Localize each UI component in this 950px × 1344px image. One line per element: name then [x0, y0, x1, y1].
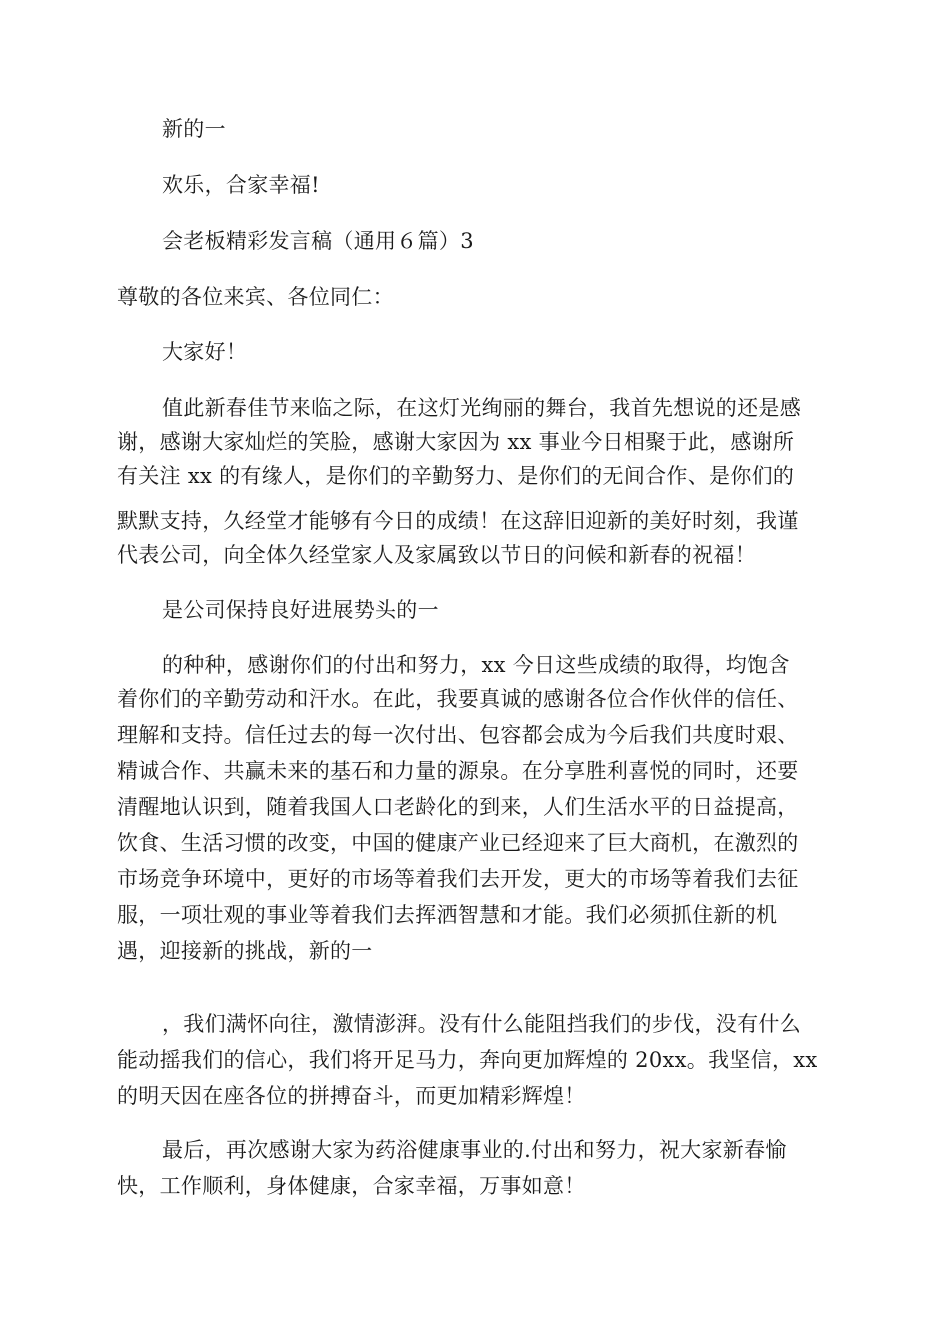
text-line: 谢，感谢大家灿烂的笑脸，感谢大家因为 xx 事业今日相聚于此，感谢所	[117, 430, 795, 454]
text-line: 的明天因在座各位的拼搏奋斗，而更加精彩辉煌！	[117, 1084, 586, 1108]
text-line: 理解和支持。信任过去的每一次付出、包容都会成为今后我们共度时艰、	[117, 723, 799, 747]
document-title: 会老板精彩发言稿（通用６篇）3	[162, 229, 474, 253]
text-line: 能动摇我们的信心，我们将开足马力，奔向更加辉煌的 20xx。我坚信，xx	[117, 1048, 818, 1072]
text-line: 遇，迎接新的挑战，新的一	[117, 939, 373, 963]
text-line: 默默支持，久经堂才能够有今日的成绩！在这辞旧迎新的美好时刻，我谨	[117, 509, 799, 533]
text-line: 清醒地认识到，随着我国人口老龄化的到来，人们生活水平的日益提高，	[117, 795, 799, 819]
text-line: 市场竞争环境中，更好的市场等着我们去开发，更大的市场等着我们去征	[117, 867, 799, 891]
text-line: 有关注 xx 的有缘人，是你们的辛勤努力、是你们的无间合作、是你们的	[117, 464, 795, 488]
text-line: 代表公司，向全体久经堂家人及家属致以节日的问候和新春的祝福！	[117, 543, 756, 567]
text-line: ，我们满怀向往，激情澎湃。没有什么能阻挡我们的步伐，没有什么	[162, 1012, 801, 1036]
text-line: 新的一	[162, 117, 226, 141]
text-line: 快，工作顺利，身体健康，合家幸福，万事如意！	[117, 1174, 586, 1198]
text-line: 值此新春佳节来临之际，在这灯光绚丽的舞台，我首先想说的还是感	[162, 396, 801, 420]
salutation: 尊敬的各位来宾、各位同仁：	[117, 285, 394, 309]
text-line: 欢乐，合家幸福!	[162, 173, 320, 197]
text-line: 着你们的辛勤劳动和汗水。在此，我要真诚的感谢各位合作伙伴的信任、	[117, 687, 799, 711]
text-line: 的种种，感谢你们的付出和努力，xx 今日这些成绩的取得，均饱含	[162, 653, 790, 677]
text-line: 服，一项壮观的事业等着我们去挥洒智慧和才能。我们必须抓住新的机	[117, 903, 778, 927]
greeting: 大家好！	[162, 340, 248, 364]
text-line: 是公司保持良好进展势头的一	[162, 598, 439, 622]
text-line: 精诚合作、共赢未来的基石和力量的源泉。在分享胜利喜悦的同时，还要	[117, 759, 799, 783]
text-line: 饮食、生活习惯的改变，中国的健康产业已经迎来了巨大商机，在激烈的	[117, 831, 799, 855]
text-line: 最后，再次感谢大家为药浴健康事业的.付出和努力，祝大家新春愉	[162, 1138, 787, 1162]
